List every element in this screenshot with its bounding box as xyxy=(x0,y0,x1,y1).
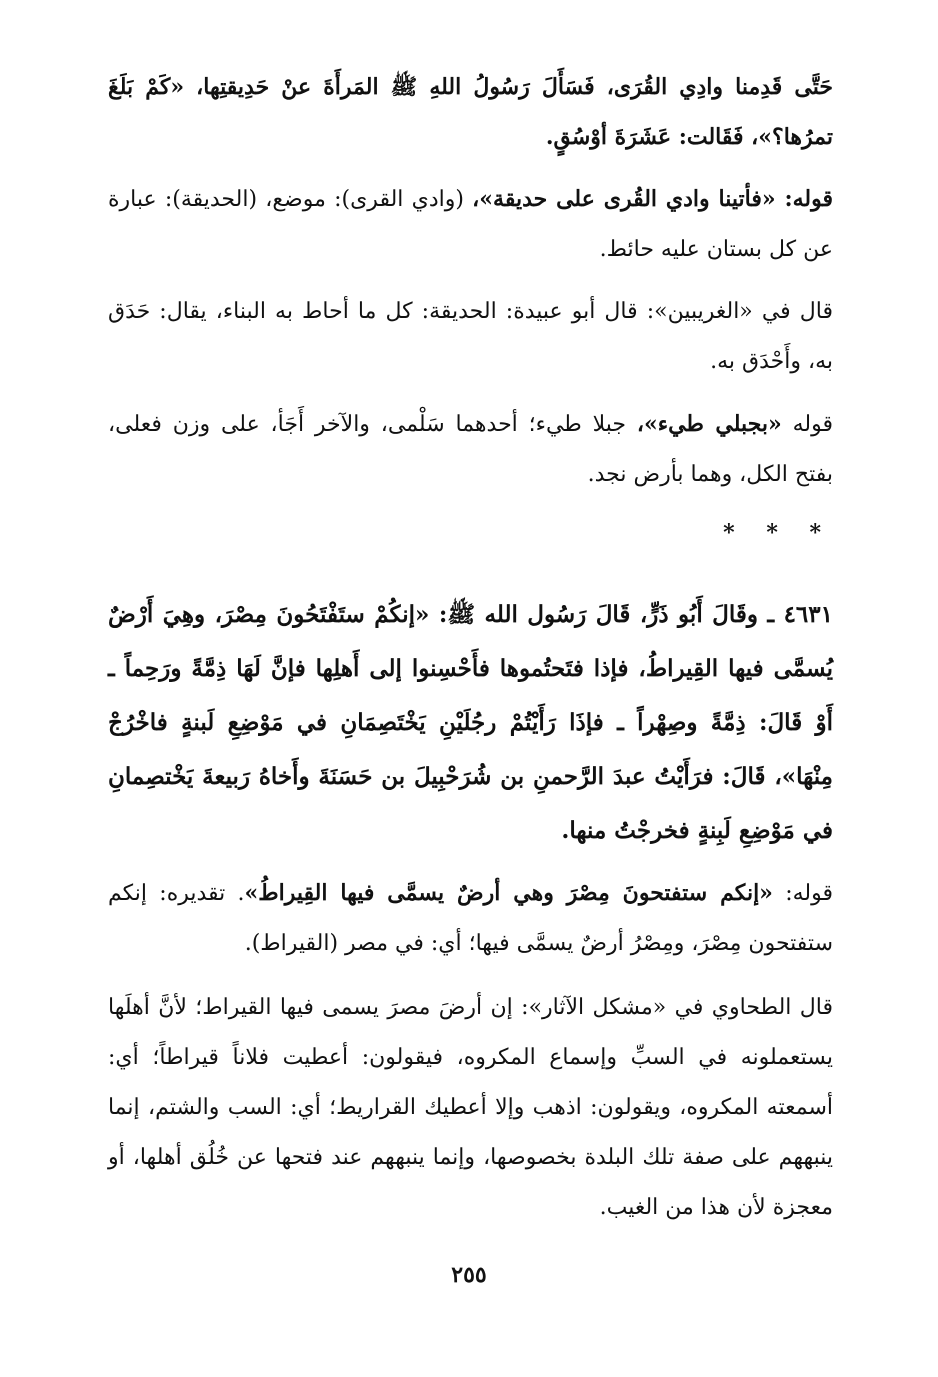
quoted-phrase: «إنكم ستفتحونَ مِصْرَ وهي أرضٌ يسمَّى فيها القِيراطُ» xyxy=(244,880,773,906)
hadith-continuation: حَتَّى قَدِمنا وادِي القُرَى، فَسَأَلَ رَسُولُ اللهِ ﷺ المَرأَةَ عنْ حَدِيقتِها، «كَمْ بَلَغَ تمرُها؟»، فَقَالت: عَشَرَةَ أوْسُقٍ. xyxy=(108,74,833,150)
commentary-lead: قوله: xyxy=(772,881,833,906)
quoted-phrase: قوله: «فأتينا وادي القُرى على حديقة»، xyxy=(472,186,833,212)
commentary-text: . تقديره: إنكم ستفتحون مِصْرَ، ومِصْرُ أرضٌ يسمَّى فيها؛ أي: في مصر (القيراط). xyxy=(108,881,833,956)
commentary-tahawi: قال الطحاوي في «مشكل الآثار»: إن أرضَ مصرَ يسمى فيها القيراط؛ لأنَّ أهلَها يستعملونه في السبِّ وإسماع المكروه، فيقولون: أعطيت فلاناً قيراطاً؛ أي: أسمعته المكروه، ويقولون: اذهب وإلا أعطيك القراريط؛ أي: السب والشتم، إنما ينبههم على صفة تلك البلدة بخصوصها، وإنما ينبههم عند فتحها عن خُلُق أهلها، أو معجزة لأن هذا من الغيب. xyxy=(108,995,833,1220)
page-number: ٢٥٥ xyxy=(451,1262,487,1288)
commentary-qirat xyxy=(108,868,833,969)
commentary-tayy xyxy=(108,399,833,500)
commentary-text: (وادي القرى): موضع، (الحديقة): عبارة عن كل بستان عليه حائط. xyxy=(108,187,833,262)
commentary-text: جبلا طيء؛ أحدهما سَلْمى، والآخر أَجَأ، على وزن فعلى، بفتح الكل، وهما بأرض نجد. xyxy=(108,412,833,487)
section-separator: * * * xyxy=(723,520,833,546)
commentary-lead: قوله xyxy=(781,412,833,437)
quoted-phrase: «بجبلي طيء»، xyxy=(636,411,782,437)
commentary-hadiqa xyxy=(108,174,833,275)
page-body xyxy=(108,62,833,1233)
commentary-gharibayn: قال في «الغريبين»: قال أبو عبيدة: الحديقة: كل ما أحاط به البناء، يقال: حَدَق به، وأَحْدَق به. xyxy=(108,299,833,374)
hadith-4631: ٤٦٣١ ـ وقَالَ أَبُو ذَرٍّ، قَالَ رَسُول الله ﷺ: «إنكُمْ ستَفْتَحُونَ مِصْرَ، وهِيَ أَرْضٌ يُسمَّى فيها القِيراطُ، فإذا فتَحتُموها فأَحْسِنوا إلى أَهلِها فإنَّ لَهَا ذِمَّةً ورَحِماً ـ أَوْ قَالَ: ذِمَّةً وصِهْراً ـ فإذَا رَأَيْتُمْ رجُلَيْنِ يَخْتَصِمَانِ في مَوْضِعِ لَبنةٍ فاخْرُجْ مِنْهَا»، قَالَ: فرَأَيْتُ عبدَ الرَّحمنِ بن شُرَحْبِيلَ بن حَسَنَةَ وأَخاهُ رَبيعةَ يَخْتصِمانِ في مَوْضِعِ لَبِنةٍ فخرجْتُ منها. xyxy=(108,601,833,844)
